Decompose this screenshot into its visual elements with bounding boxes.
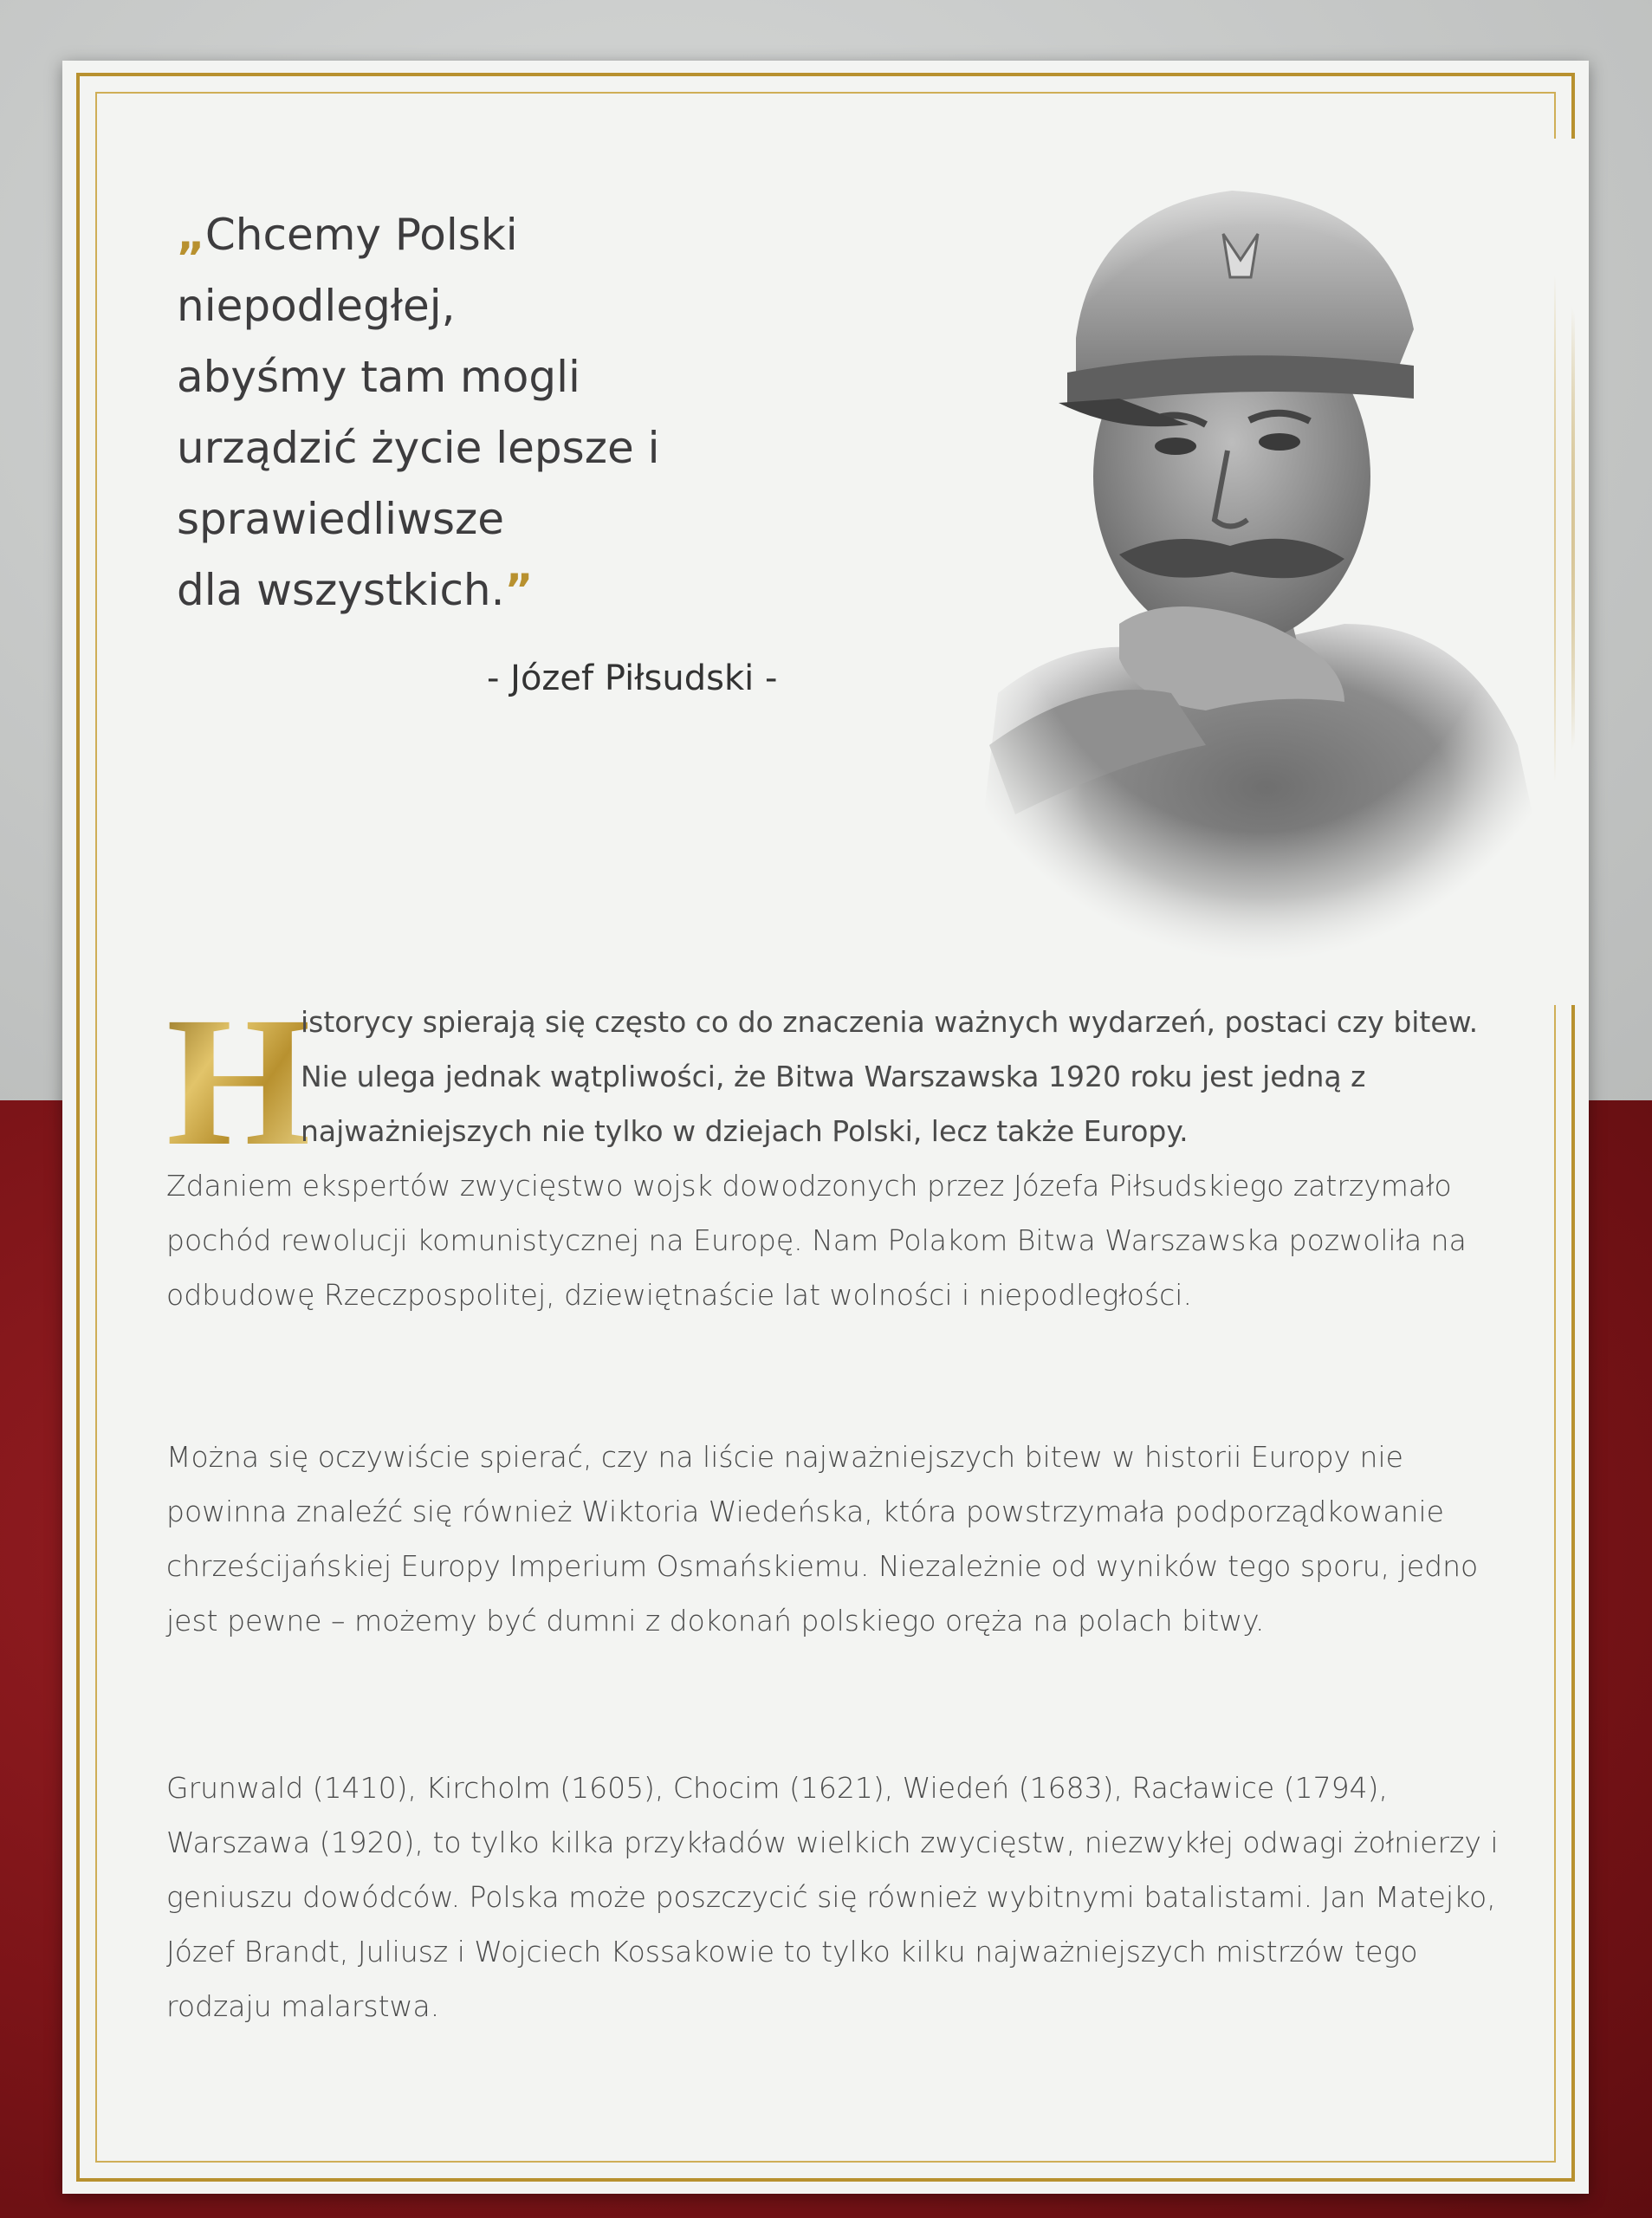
svg-text:H: H	[166, 979, 311, 1184]
dropcap-h	[166, 979, 311, 1184]
quote-open-mark: „	[177, 210, 205, 260]
poster-board	[62, 61, 1589, 2194]
quote-block	[177, 199, 887, 626]
paragraph-3: Grunwald (1410), Kircholm (1605), Chocim (1621), Wiedeń (1683), Racławice (1794), Warszawa (1920), to tylko kilka przykładów wielkich zwycięstw, niezwykłej odwagi żołnierzy i geniuszu dowódców. Polska może poszczycić się również wybitnymi batalistami. Jan Matejko, Józef Brandt, Juliusz i Wojciech Kossakowie to tylko kilku najważniejszych mistrzów tego rodzaju malarstwa.	[166, 1771, 1499, 2023]
quote-text: Chcemy Polski niepodległej, abyśmy tam mogli urządzić życie lepsze i sprawiedliwsze dla wszystkich.	[177, 210, 660, 615]
paragraph-2: Można się oczywiście spierać, czy na liście najważniejszych bitew w historii Europy nie powinna znaleźć się również Wiktoria Wiedeńska, która powstrzymała podporządkowanie chrześcijańskiej Europy Imperium Osmańskiemu. Niezależnie od wyników tego sporu, jedno jest pewne – możemy być dumni z dokonań polskiego oręża na polach bitwy.	[166, 1440, 1479, 1638]
quote-author: - Józef Piłsudski -	[487, 658, 778, 698]
paragraph-1-rest: Zdaniem ekspertów zwycięstwo wojsk dowodzonych przez Józefa Piłsudskiego zatrzymało pochód rewolucji komunistycznej na Europę. Nam Polakom Bitwa Warszawska pozwoliła na odbudowę Rzeczpospolitej, dziewiętnaście lat wolności i niepodległości.	[166, 1169, 1467, 1312]
paragraph-1-head: istorycy spierają się często co do znaczenia ważnych wydarzeń, postaci czy bitew. Nie ulega jednak wątpliwości, że Bitwa Warszawska 1920 roku jest jedną z najważniejszych nie tylko w dziejach Polski, lecz także Europy.	[301, 1005, 1479, 1148]
quote-close-mark: ”	[504, 565, 534, 615]
pilsudski-portrait	[859, 139, 1587, 1005]
